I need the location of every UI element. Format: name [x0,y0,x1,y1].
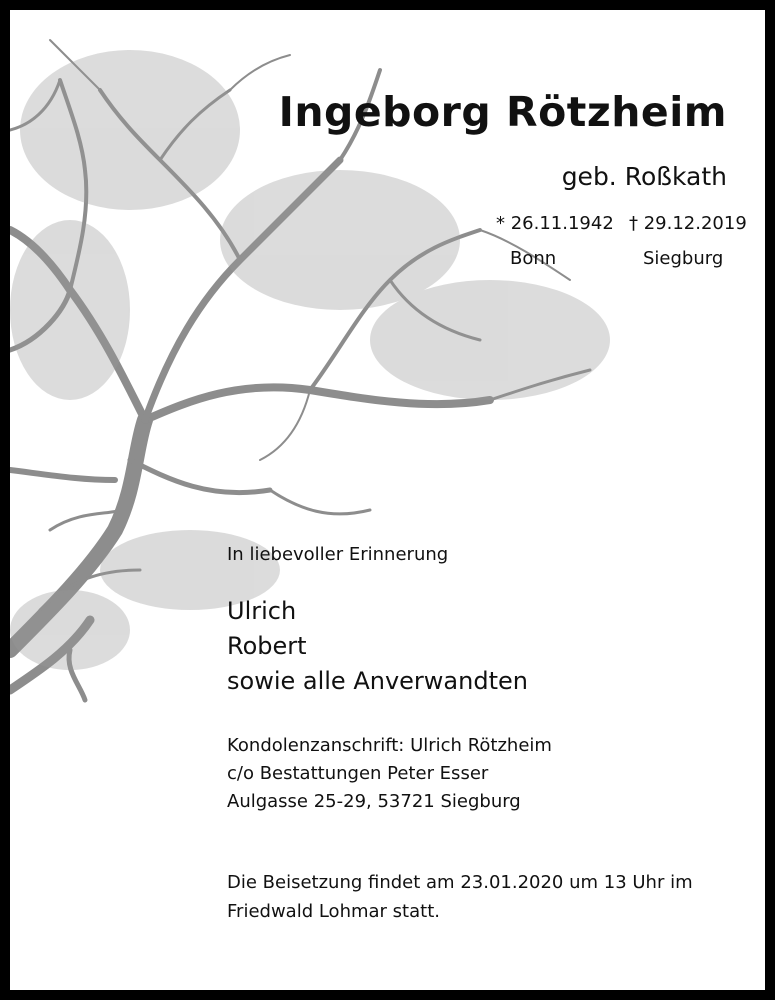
mourner-name: sowie alle Anverwandten [227,667,528,695]
mourner-name: Ulrich [227,597,297,625]
condolence-address-line: Aulgasse 25-29, 53721 Siegburg [227,791,521,812]
condolence-address-line: c/o Bestattungen Peter Esser [227,763,489,784]
deceased-name: Ingeborg Rötzheim [278,88,727,136]
birth-name: geb. Roßkath [561,162,727,191]
memory-line: In liebevoller Erinnerung [227,544,449,565]
burial-notice-line: Die Beisetzung findet am 23.01.2020 um 13 Uhr im [227,872,693,893]
mourner-name: Robert [227,632,307,660]
birth-place: Bonn [510,248,557,269]
death-place: Siegburg [643,248,724,269]
burial-notice-line: Friedwald Lohmar statt. [227,901,440,922]
death-date: † 29.12.2019 [629,213,747,234]
condolence-address-line: Kondolenzanschrift: Ulrich Rötzheim [227,735,552,756]
birth-date: * 26.11.1942 [496,213,614,234]
